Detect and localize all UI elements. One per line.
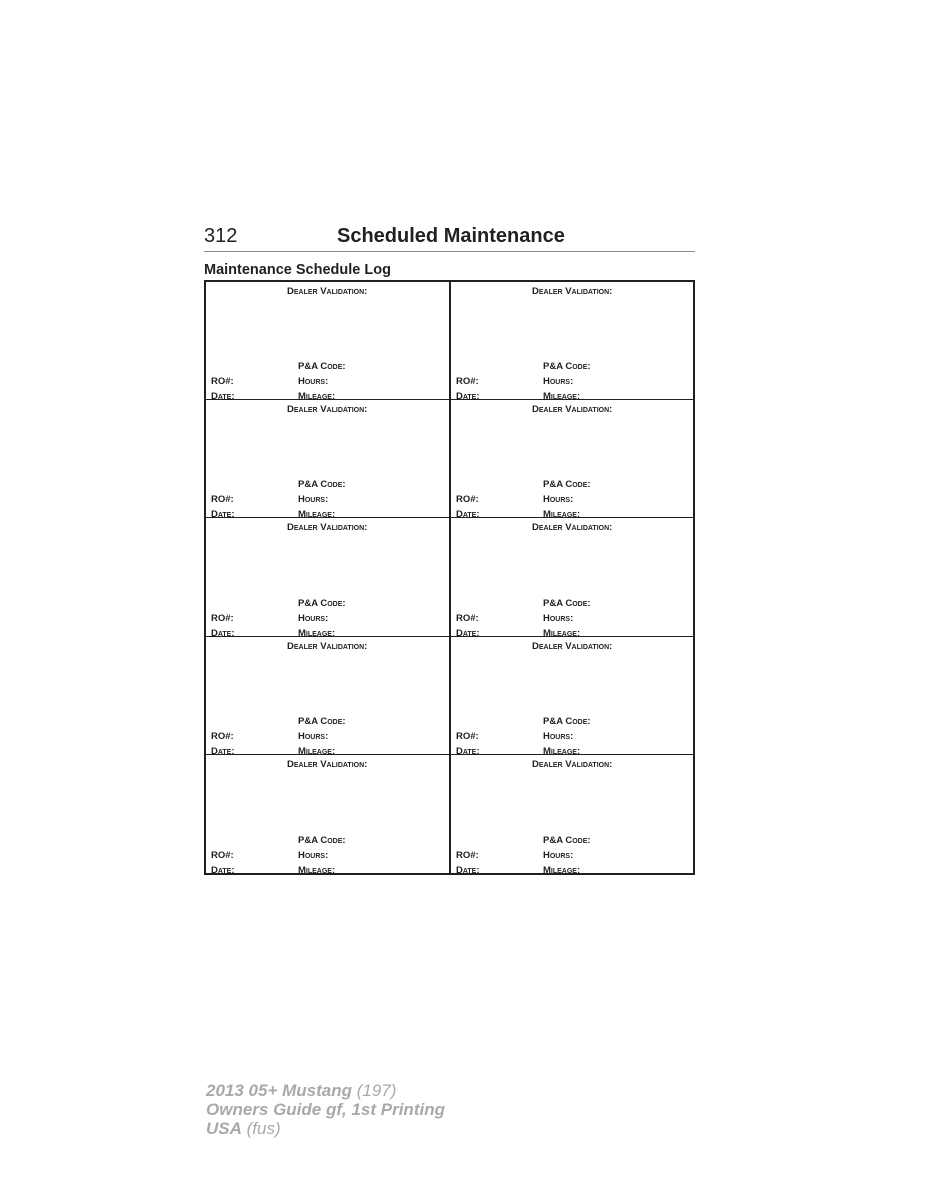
log-entry-box <box>206 518 451 639</box>
ro-number-label: RO#: <box>211 849 234 861</box>
ro-number-label: RO#: <box>211 730 234 742</box>
hours-label: Hours: <box>543 494 574 506</box>
section-title: Maintenance Schedule Log <box>204 262 391 278</box>
page-number: 312 <box>204 225 238 247</box>
ro-number-label: RO#: <box>211 494 234 506</box>
dealer-validation-label: Dealer Validation: <box>287 404 368 416</box>
hours-label: Hours: <box>298 376 329 388</box>
footer-market: USA <box>206 1119 242 1138</box>
pa-code-label: P&A Code: <box>543 479 591 491</box>
date-label: Date: <box>211 509 235 521</box>
footer-market-code: (fus) <box>246 1119 281 1138</box>
mileage-label: Mileage: <box>543 745 581 757</box>
pa-code-label: P&A Code: <box>298 715 346 727</box>
date-label: Date: <box>456 509 480 521</box>
footer-model: 2013 05+ Mustang <box>206 1081 352 1100</box>
mileage-label: Mileage: <box>298 745 336 757</box>
footer-line-3 <box>206 1119 445 1138</box>
ro-number-label: RO#: <box>456 494 479 506</box>
ro-number-label: RO#: <box>211 612 234 624</box>
date-label: Date: <box>456 391 480 403</box>
footer-model-code: (197) <box>356 1081 397 1100</box>
mileage-label: Mileage: <box>543 391 581 403</box>
dealer-validation-label: Dealer Validation: <box>532 640 613 652</box>
log-entry-box <box>451 755 693 876</box>
pa-code-label: P&A Code: <box>543 361 591 373</box>
print-footer <box>206 1081 445 1138</box>
footer-line-1 <box>206 1081 445 1100</box>
mileage-label: Mileage: <box>298 509 336 521</box>
footer-guide: Owners Guide gf, 1st Printing <box>206 1100 445 1119</box>
log-entry-box <box>451 400 693 521</box>
mileage-label: Mileage: <box>298 391 336 403</box>
dealer-validation-label: Dealer Validation: <box>532 522 613 534</box>
page-title: Scheduled Maintenance <box>337 225 565 247</box>
pa-code-label: P&A Code: <box>298 479 346 491</box>
date-label: Date: <box>456 745 480 757</box>
date-label: Date: <box>456 627 480 639</box>
ro-number-label: RO#: <box>456 376 479 388</box>
dealer-validation-label: Dealer Validation: <box>532 758 613 770</box>
hours-label: Hours: <box>543 730 574 742</box>
pa-code-label: P&A Code: <box>298 361 346 373</box>
date-label: Date: <box>456 864 480 876</box>
date-label: Date: <box>211 391 235 403</box>
pa-code-label: P&A Code: <box>298 597 346 609</box>
pa-code-label: P&A Code: <box>543 715 591 727</box>
ro-number-label: RO#: <box>211 376 234 388</box>
footer-line-2 <box>206 1100 445 1119</box>
hours-label: Hours: <box>298 849 329 861</box>
ro-number-label: RO#: <box>456 612 479 624</box>
log-entry-box <box>206 400 451 521</box>
log-entry-box <box>451 282 693 403</box>
log-entry-box <box>206 637 451 755</box>
mileage-label: Mileage: <box>543 864 581 876</box>
dealer-validation-label: Dealer Validation: <box>287 522 368 534</box>
pa-code-label: P&A Code: <box>543 597 591 609</box>
mileage-label: Mileage: <box>543 509 581 521</box>
pa-code-label: P&A Code: <box>543 834 591 846</box>
header-divider <box>204 251 695 252</box>
hours-label: Hours: <box>298 494 329 506</box>
log-entry-box <box>206 282 451 403</box>
date-label: Date: <box>211 864 235 876</box>
pa-code-label: P&A Code: <box>298 834 346 846</box>
dealer-validation-label: Dealer Validation: <box>532 404 613 416</box>
date-label: Date: <box>211 627 235 639</box>
log-entry-box <box>451 637 693 755</box>
dealer-validation-label: Dealer Validation: <box>287 758 368 770</box>
dealer-validation-label: Dealer Validation: <box>532 286 613 297</box>
log-entry-box <box>206 755 451 876</box>
log-entry-box <box>451 518 693 639</box>
hours-label: Hours: <box>543 376 574 388</box>
dealer-validation-label: Dealer Validation: <box>287 640 368 652</box>
hours-label: Hours: <box>298 730 329 742</box>
ro-number-label: RO#: <box>456 730 479 742</box>
mileage-label: Mileage: <box>298 627 336 639</box>
hours-label: Hours: <box>543 849 574 861</box>
hours-label: Hours: <box>543 612 574 624</box>
mileage-label: Mileage: <box>298 864 336 876</box>
mileage-label: Mileage: <box>543 627 581 639</box>
dealer-validation-label: Dealer Validation: <box>287 286 368 297</box>
hours-label: Hours: <box>298 612 329 624</box>
ro-number-label: RO#: <box>456 849 479 861</box>
date-label: Date: <box>211 745 235 757</box>
maintenance-log-grid <box>204 280 695 875</box>
